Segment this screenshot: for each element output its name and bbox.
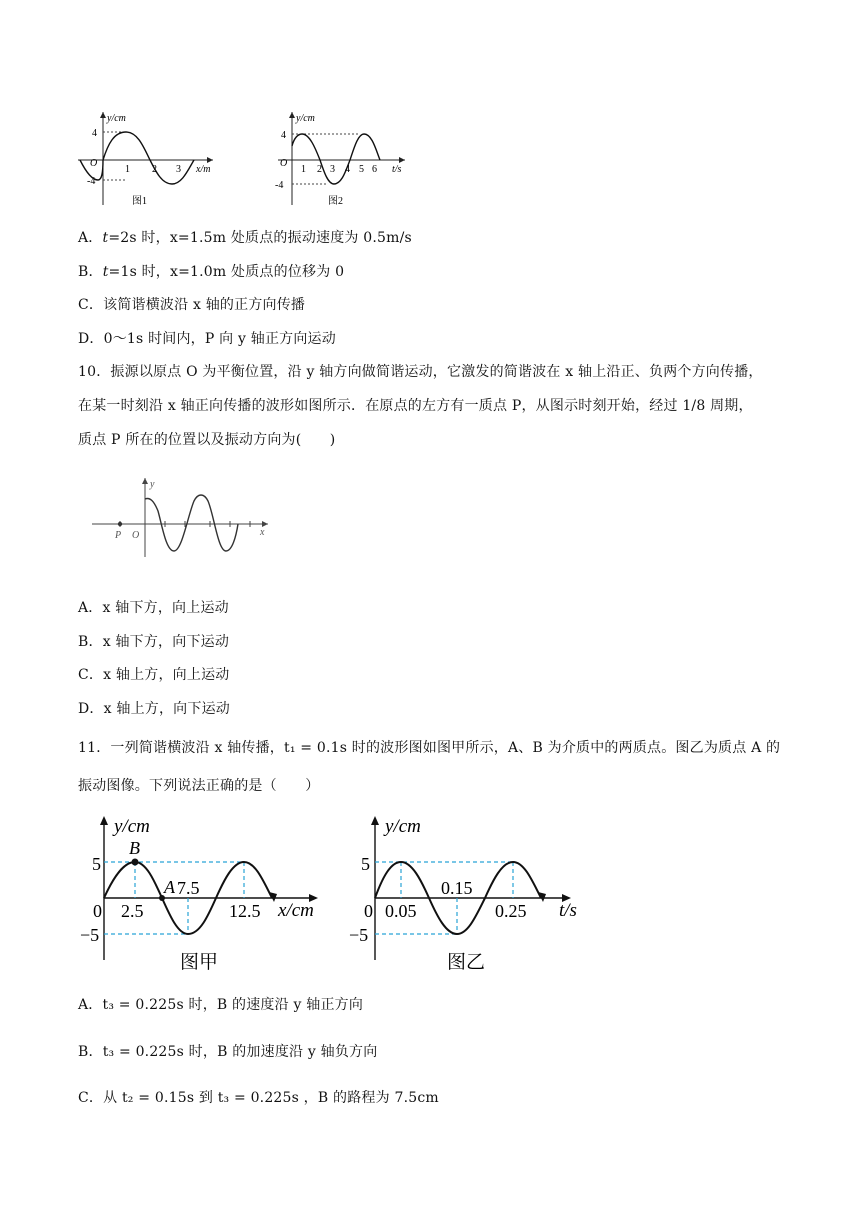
q10-point-p <box>118 522 122 526</box>
yi-caption: 图乙 <box>447 952 486 973</box>
q10-x-label: x <box>260 527 265 538</box>
jia-ytick-5: 5 <box>92 854 101 874</box>
figure-2 <box>270 110 410 210</box>
q11-text-line1: 11．一列简谐横波沿 x 轴传播，t₁ = 0.1s 时的波形图如图甲所示，A、B 为介质中的两质点。图乙为质点 A 的 <box>78 740 781 756</box>
q10-text-line2: 在某一时刻沿 x 轴正向传播的波形如图所示．在原点的左方有一质点 P，从图示时刻开始，经过 1/8 周期， <box>78 398 753 414</box>
fig1-origin: O <box>90 158 98 169</box>
fig1-caption: 图1 <box>132 196 147 207</box>
q10-origin: O <box>132 530 140 541</box>
fig2-origin: O <box>280 158 288 169</box>
fig2-xtick-3: 3 <box>330 164 335 175</box>
jia-caption: 图甲 <box>180 952 219 973</box>
fig2-tick-4: 4 <box>281 130 286 141</box>
jia-xtick-2-5: 2.5 <box>121 901 144 921</box>
q10-option-b[interactable]: B．x 轴下方，向下运动 <box>78 634 230 650</box>
yi-xtick-0-25: 0.25 <box>495 901 527 921</box>
q9-option-a[interactable]: A．t=2s 时，x=1.5m 处质点的振动速度为 0.5m/s <box>78 230 412 246</box>
yi-xtick-0-05: 0.05 <box>385 901 417 921</box>
q9-option-d[interactable]: D．0～1s 时间内，P 向 y 轴正方向运动 <box>78 331 336 347</box>
fig2-xtick-4: 4 <box>345 164 350 175</box>
q9-option-b[interactable]: B．t=1s 时，x=1.0m 处质点的位移为 0 <box>78 264 345 280</box>
fig1-xtick-1: 1 <box>125 164 130 175</box>
fig1-y-label: y/cm <box>107 113 126 124</box>
q11-text-line2: 振动图像。下列说法正确的是（ ） <box>78 778 320 794</box>
yi-ytick-5: 5 <box>361 854 370 874</box>
fig1-xtick-3: 3 <box>176 164 181 175</box>
fig2-xtick-2: 2 <box>317 164 322 175</box>
jia-origin: 0 <box>93 901 102 921</box>
q9-option-c[interactable]: C．该简谐横波沿 x 轴的正方向传播 <box>78 297 306 313</box>
yi-x-label: t/s <box>559 900 577 921</box>
q10-y-label: y <box>150 479 155 490</box>
q10-figure <box>90 475 275 560</box>
jia-y-label: y/cm <box>114 816 150 837</box>
fig2-xtick-6: 6 <box>372 164 377 175</box>
yi-y-label: y/cm <box>385 816 421 837</box>
jia-point-b <box>132 859 139 866</box>
figure-1 <box>78 110 218 210</box>
q11-option-c[interactable]: C．从 t₂ = 0.15s 到 t₃ = 0.225s ，B 的路程为 7.5cm <box>78 1090 439 1106</box>
jia-point-a-label: A <box>164 877 175 897</box>
fig2-xtick-5: 5 <box>359 164 364 175</box>
yi-xtick-0-15: 0.15 <box>441 878 473 898</box>
q10-point-p-label: P <box>115 530 122 541</box>
q11-figure-jia <box>80 810 328 975</box>
q10-option-d[interactable]: D．x 轴上方，向下运动 <box>78 701 230 717</box>
q10-option-c[interactable]: C．x 轴上方，向上运动 <box>78 667 230 683</box>
q10-option-a[interactable]: A．x 轴下方，向上运动 <box>78 600 229 616</box>
jia-xtick-7-5: 7.5 <box>177 878 200 898</box>
fig2-xtick-1: 1 <box>301 164 306 175</box>
fig1-xtick-2: 2 <box>152 164 157 175</box>
q10-text-line1: 10．振源以原点 O 为平衡位置，沿 y 轴方向做简谐运动，它激发的简谐波在 x 轴上沿正、负两个方向传播， <box>78 364 763 380</box>
fig2-tick-neg4: -4 <box>275 180 284 191</box>
jia-x-label: x/cm <box>278 900 314 921</box>
yi-origin: 0 <box>364 901 373 921</box>
q11-option-a[interactable]: A．t₃ = 0.225s 时，B 的速度沿 y 轴正方向 <box>78 997 364 1013</box>
fig2-caption: 图2 <box>328 196 343 207</box>
fig1-x-label: x/m <box>196 164 211 175</box>
yi-ytick-neg5: −5 <box>349 925 369 945</box>
jia-point-b-label: B <box>129 838 140 858</box>
jia-ytick-neg5: −5 <box>80 925 100 945</box>
fig2-y-label: y/cm <box>296 113 315 124</box>
jia-xtick-12-5: 12.5 <box>229 901 261 921</box>
q11-option-b[interactable]: B．t₃ = 0.225s 时，B 的加速度沿 y 轴负方向 <box>78 1044 378 1060</box>
fig1-tick-4: 4 <box>92 128 97 139</box>
fig1-tick-neg4: -4 <box>87 176 96 187</box>
q10-text-line3: 质点 P 所在的位置以及振动方向为( ) <box>78 432 336 448</box>
fig2-x-label: t/s <box>392 164 402 175</box>
q11-figure-yi <box>349 810 595 975</box>
